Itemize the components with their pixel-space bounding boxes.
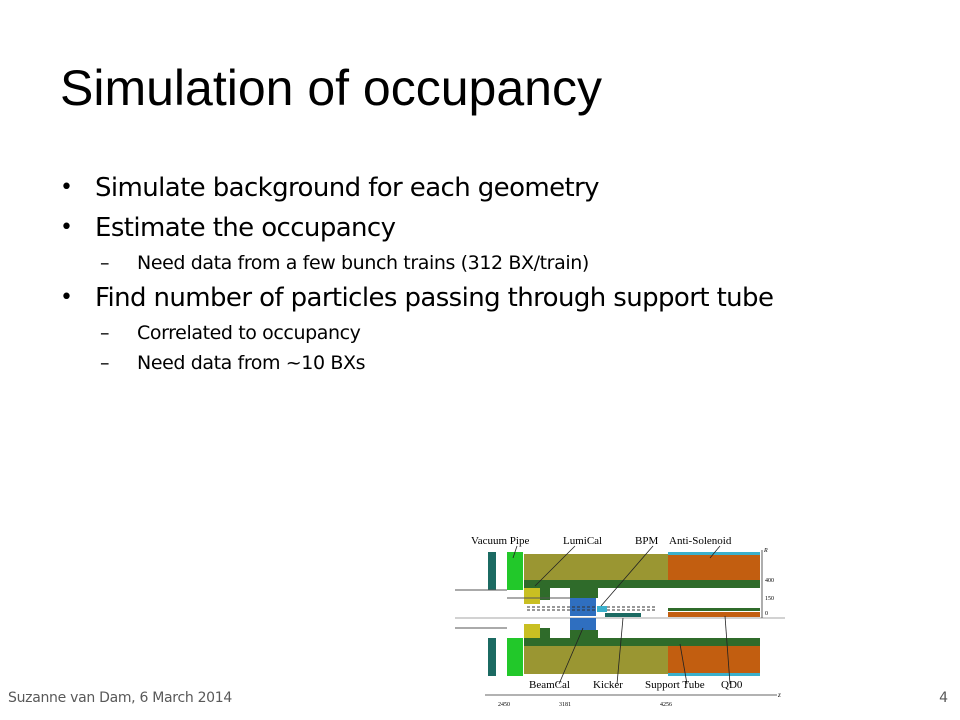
label-kicker: Kicker	[593, 679, 623, 691]
r-tick-label: 150	[765, 596, 774, 602]
dash-icon: –	[100, 322, 110, 344]
r-tick-label: 400	[765, 578, 774, 584]
dash-icon: –	[100, 252, 110, 274]
bpm-top	[597, 606, 607, 612]
olive-block-bottom	[524, 646, 668, 674]
dark-block-top	[570, 588, 598, 598]
sub-bullet-text: Need data from a few bunch trains (312 BX/train)	[137, 252, 589, 274]
sub-bullet-text: Correlated to occupancy	[137, 322, 361, 344]
vacuum-pipe-top-piece	[488, 552, 496, 590]
label-qd0: QD0	[721, 679, 743, 691]
vacuum-pipe-top-green	[507, 552, 523, 590]
kicker-strip	[605, 613, 641, 617]
anti-solenoid-top	[668, 554, 760, 580]
sub-bullet-item	[60, 318, 920, 348]
support-tube-bottom	[524, 638, 760, 646]
lumical-bottom	[524, 624, 540, 640]
beamcal-top-2	[570, 608, 596, 616]
label-anti-solenoid: Anti-Solenoid	[669, 535, 732, 547]
olive-block-top	[524, 554, 668, 580]
vacuum-pipe-bottom-green	[507, 638, 523, 676]
z-tick-label: 2450	[498, 702, 510, 708]
bullet-text: Simulate background for each geometry	[95, 173, 599, 203]
dash-icon: –	[100, 352, 110, 374]
bullet-text: Find number of particles passing through support tube	[95, 283, 774, 313]
footer-author-date: Suzanne van Dam, 6 March 2014	[8, 690, 232, 706]
detector-geometry-diagram	[455, 528, 785, 714]
bullet-list	[60, 168, 920, 378]
label-bpm: BPM	[635, 535, 659, 547]
support-tube-top	[524, 580, 760, 588]
label-beamcal: BeamCal	[529, 679, 570, 691]
bullet-text: Estimate the occupancy	[95, 213, 396, 243]
qd0-strip	[668, 612, 760, 617]
bullet-item	[60, 168, 920, 208]
sub-bullet-item	[60, 248, 920, 278]
sub-bullet-item	[60, 348, 920, 378]
z-tick-label: 4256	[660, 702, 672, 708]
qd0-strip-dark	[668, 608, 760, 611]
bullet-dot-icon: •	[60, 285, 73, 310]
bullet-item	[60, 208, 920, 248]
bullet-dot-icon: •	[60, 215, 73, 240]
sub-bullet-text: Need data from ~10 BXs	[137, 352, 366, 374]
label-support-tube: Support Tube	[645, 679, 705, 691]
vacuum-pipe-bottom-piece	[488, 638, 496, 676]
bullet-dot-icon: •	[60, 175, 73, 200]
lumical-top	[524, 588, 540, 604]
z-axis-label: z	[778, 691, 781, 699]
label-vacuum-pipe: Vacuum Pipe	[471, 535, 530, 547]
page-number: 4	[939, 690, 948, 706]
bullet-item	[60, 278, 920, 318]
r-axis-label: R	[764, 548, 768, 554]
r-tick-label: 0	[765, 611, 768, 617]
label-lumical: LumiCal	[563, 535, 603, 547]
z-tick-label: 3181	[559, 702, 571, 708]
cyan-strip-bottom	[668, 673, 760, 676]
anti-solenoid-bottom	[668, 646, 760, 674]
slide-title: Simulation of occupancy	[60, 60, 602, 116]
